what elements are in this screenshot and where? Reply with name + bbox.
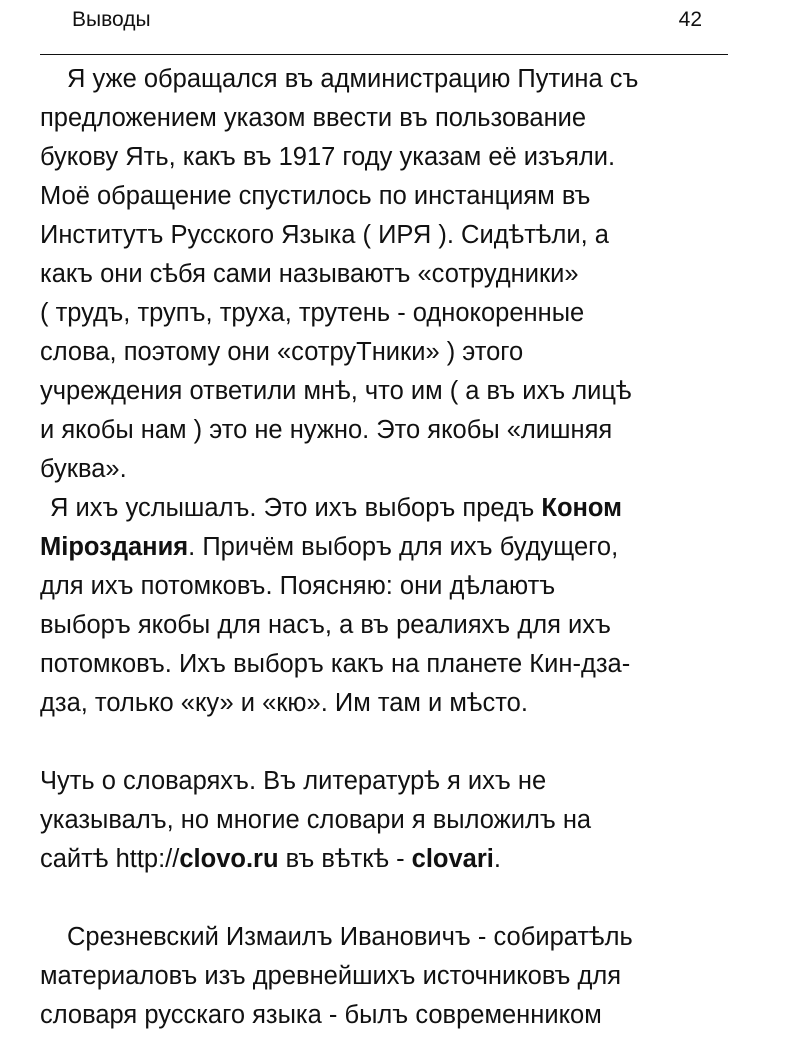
paragraph-1-line-8: слова, поэтому они «сотруТники» ) этого (40, 338, 524, 366)
site-link[interactable]: clovo.ru (179, 845, 279, 873)
paragraph-2-text-cont: . Причём выборъ для ихъ будущего, (188, 533, 619, 561)
paragraph-1-line-9: учреждения ответили мнѣ, что им ( а въ ихъ лицѣ (40, 377, 632, 405)
branch-text: въ вѣткѣ - (278, 845, 412, 873)
paragraph-1-line-1: Я уже обращался въ администрацию Путина съ (67, 65, 639, 93)
emphasis-term-1: Коном (541, 494, 623, 522)
paragraph-3-line-1: Чуть о словаряхъ. Въ литературѣ я ихъ не (40, 767, 547, 795)
site-prefix: сайтѣ http:// (40, 845, 180, 873)
blank-line (40, 723, 760, 762)
emphasis-term-2: Міроздания (40, 533, 189, 561)
paragraph-1-line-5: Институтъ Русского Языка ( ИРЯ ). Сидѣтѣли, а (40, 221, 609, 249)
paragraph-1-line-4: Моё обращение спустилось по инстанциям въ (40, 182, 591, 210)
paragraph-2-line-2 (40, 528, 760, 567)
page-header (42, 0, 728, 56)
sentence-end: . (493, 845, 501, 873)
paragraph-1-line-6: какъ они сѣбя сами называютъ «сотрудники» (40, 260, 579, 288)
paragraph-2-line-6: дза, только «ку» и «кю». Им там и мѣсто. (40, 689, 528, 717)
page-number: 42 (678, 8, 702, 31)
paragraph-4-line-3: словаря русскаго языка - былъ современником (40, 1001, 602, 1029)
paragraph-2-text: Я ихъ услышалъ. Это ихъ выборъ предъ (50, 494, 542, 522)
running-title: Выводы (72, 8, 151, 31)
paragraph-2-line-5: потомковъ. Ихъ выборъ какъ на планете Кин-дза- (40, 650, 631, 678)
paragraph-3-line-2: указывалъ, но многие словари я выложилъ на (40, 806, 592, 834)
blank-line (40, 879, 760, 918)
paragraph-1-line-7: ( трудъ, трупъ, труха, трутень - однокоренные (40, 299, 585, 327)
paragraph-1-line-11: буква». (40, 455, 127, 483)
branch-link[interactable]: clovari (411, 845, 494, 873)
paragraph-1-line-2: предложением указом ввести въ пользование (40, 104, 587, 132)
paragraph-3-line-3 (40, 840, 760, 879)
paragraph-4-line-2: материаловъ изъ древнейшихъ источниковъ для (40, 962, 622, 990)
paragraph-1-line-3: букову Ять, какъ въ 1917 году указам её изъяли. (40, 143, 616, 171)
paragraph-2-line-3: для ихъ потомковъ. Поясняю: они дѣлаютъ (40, 572, 556, 600)
paragraph-4-line-1: Срезневский Измаилъ Ивановичъ - собиратѣль (67, 923, 633, 951)
paragraph-2-line-4: выборъ якобы для насъ, а въ реалияхъ для ихъ (40, 611, 611, 639)
paragraph-2-line-1 (40, 489, 760, 528)
paragraph-1-line-10: и якобы нам ) это не нужно. Это якобы «лишняя (40, 416, 613, 444)
header-divider (40, 54, 728, 55)
body-text (40, 60, 760, 1035)
